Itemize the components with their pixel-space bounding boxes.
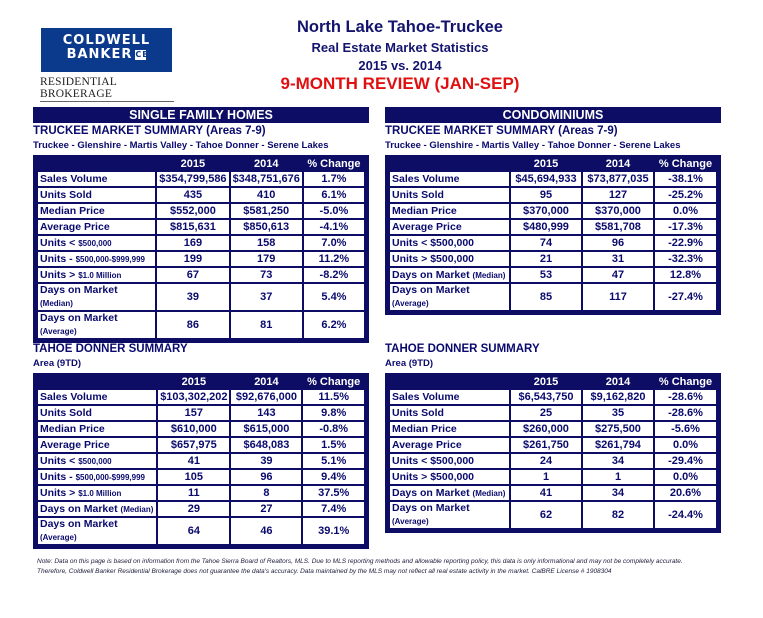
value-change: -8.2% bbox=[303, 267, 365, 283]
summary-title: TAHOE DONNER SUMMARY bbox=[385, 343, 540, 355]
value-2014: 82 bbox=[582, 501, 654, 529]
row-label-text: Average Price bbox=[40, 438, 110, 451]
row-label-qualifier: (Average) bbox=[40, 533, 77, 542]
col-header-change: % Change bbox=[307, 376, 361, 388]
table-row bbox=[389, 405, 717, 421]
table-row bbox=[37, 283, 365, 311]
table-row bbox=[389, 501, 717, 529]
value-2014: 73 bbox=[230, 267, 303, 283]
value-change: -28.6% bbox=[654, 405, 717, 421]
value-2014: 27 bbox=[230, 501, 302, 517]
value-2015: 29 bbox=[157, 501, 230, 517]
value-2015: $260,000 bbox=[510, 421, 582, 437]
row-label-qualifier: (Median) bbox=[472, 270, 506, 280]
period-label: 9-MONTH REVIEW (JAN-SEP) bbox=[280, 74, 520, 93]
col-header-2014: 2014 bbox=[253, 158, 279, 170]
row-label-text: Days on Market bbox=[392, 284, 470, 296]
row-label-text: Average Price bbox=[392, 438, 462, 451]
row-label bbox=[37, 453, 157, 469]
row-label-text: Units Sold bbox=[40, 406, 92, 419]
value-2014: $615,000 bbox=[230, 421, 302, 437]
single-family-section-tahoe-donner bbox=[33, 341, 369, 549]
value-2014: 46 bbox=[230, 517, 302, 545]
page-subtitle: Real Estate Market Statistics bbox=[311, 40, 489, 55]
row-label-text: Units > $500,000 bbox=[392, 252, 475, 265]
value-2015: $480,999 bbox=[510, 219, 582, 235]
row-label bbox=[37, 283, 156, 311]
comparison-label: 2015 vs. 2014 bbox=[358, 58, 442, 73]
row-label bbox=[37, 405, 157, 421]
value-change: -5.6% bbox=[654, 421, 717, 437]
row-label bbox=[389, 283, 510, 311]
row-label bbox=[37, 311, 156, 339]
value-change: -4.1% bbox=[303, 219, 365, 235]
value-change: 1.7% bbox=[303, 171, 365, 187]
row-label-qualifier: (Average) bbox=[40, 327, 77, 336]
row-label-text: Median Price bbox=[392, 204, 457, 217]
logo-line1: COLDWELL bbox=[62, 33, 151, 48]
value-change: -22.9% bbox=[654, 235, 717, 251]
table-row bbox=[37, 469, 365, 485]
summary-subtitle: Truckee - Glenshire - Martis Valley - Tahoe Donner - Serene Lakes bbox=[33, 140, 329, 151]
row-label-text: Sales Volume bbox=[392, 172, 460, 185]
col-header-2015: 2015 bbox=[181, 376, 207, 388]
value-2015: 41 bbox=[510, 485, 582, 501]
value-2014: 127 bbox=[582, 187, 654, 203]
row-label-text: Units < $500,000 bbox=[392, 454, 475, 467]
value-2014: $648,083 bbox=[230, 437, 302, 453]
row-label bbox=[37, 203, 156, 219]
row-label-text: Units < $500,000 bbox=[392, 236, 475, 249]
logo-line2 bbox=[41, 48, 172, 62]
value-2014: 96 bbox=[230, 469, 302, 485]
row-label-text: Days on Market bbox=[392, 268, 473, 281]
table-row bbox=[37, 267, 365, 283]
value-2014: $850,613 bbox=[230, 219, 303, 235]
value-change: 12.8% bbox=[654, 267, 717, 283]
col-header-label bbox=[37, 375, 157, 389]
coldwell-banker-logo bbox=[41, 28, 172, 72]
row-label-text: Units - bbox=[40, 252, 76, 265]
value-2015: 85 bbox=[510, 283, 582, 311]
row-label bbox=[389, 485, 510, 501]
cb-mark-icon: CB bbox=[135, 49, 150, 59]
value-change: -28.6% bbox=[654, 389, 717, 405]
col-header-2014: 2014 bbox=[605, 158, 631, 170]
row-label-qualifier: $500,000-$999,999 bbox=[75, 254, 145, 264]
row-label-qualifier: $500,000 bbox=[78, 238, 112, 248]
row-label bbox=[37, 171, 156, 187]
value-2015: $354,799,586 bbox=[156, 171, 229, 187]
value-change: 9.8% bbox=[302, 405, 365, 421]
page-title: North Lake Tahoe-Truckee bbox=[296, 18, 503, 36]
row-label-text: Sales Volume bbox=[40, 390, 108, 403]
row-label bbox=[389, 421, 510, 437]
value-2014: 410 bbox=[230, 187, 303, 203]
value-2014: $370,000 bbox=[582, 203, 654, 219]
value-change: 7.0% bbox=[303, 235, 365, 251]
row-label bbox=[37, 469, 157, 485]
value-2015: 199 bbox=[156, 251, 229, 267]
row-label-text: Units < bbox=[40, 236, 79, 249]
row-label bbox=[37, 187, 156, 203]
row-label-text: Days on Market bbox=[40, 284, 118, 296]
footnote bbox=[37, 557, 737, 577]
value-2014: 47 bbox=[582, 267, 654, 283]
row-label-text: Average Price bbox=[392, 220, 462, 233]
table-row bbox=[389, 171, 717, 187]
table-row bbox=[389, 485, 717, 501]
value-2015: $6,543,750 bbox=[510, 389, 582, 405]
summary-title-text: TRUCKEE MARKET SUMMARY bbox=[385, 125, 555, 137]
row-label-text: Units Sold bbox=[392, 406, 444, 419]
stats-table bbox=[33, 373, 369, 549]
table-row bbox=[389, 203, 717, 219]
col-header-2015: 2015 bbox=[533, 158, 559, 170]
footnote-line1: Note: Data on this page is based on information from the Tahoe Sierra Board of Realtors, MLS. Due to MLS reporting methods and allowable reporting policy, this data is only informational and may not be completely accurate. bbox=[37, 558, 683, 565]
row-label-text: Units > bbox=[40, 486, 79, 499]
table-row bbox=[389, 283, 717, 311]
value-2014: 143 bbox=[230, 405, 302, 421]
row-label-text: Units > $500,000 bbox=[392, 470, 475, 483]
value-2015: 41 bbox=[157, 453, 230, 469]
row-label-qualifier: (Median) bbox=[40, 299, 73, 308]
row-label bbox=[389, 389, 510, 405]
summary-title-text: TRUCKEE MARKET SUMMARY bbox=[33, 125, 203, 137]
table-row bbox=[37, 517, 365, 545]
value-2014: $9,162,820 bbox=[582, 389, 654, 405]
value-2015: 62 bbox=[510, 501, 582, 529]
col-header-2015: 2015 bbox=[180, 158, 206, 170]
value-2015: 21 bbox=[510, 251, 582, 267]
value-change: 9.4% bbox=[302, 469, 365, 485]
value-2015: 25 bbox=[510, 405, 582, 421]
value-change: 7.4% bbox=[302, 501, 365, 517]
summary-title-suffix: (Areas 7-9) bbox=[202, 125, 266, 137]
row-label bbox=[389, 267, 510, 283]
logo-line2-text: BANKER bbox=[66, 47, 133, 62]
value-2014: 34 bbox=[582, 453, 654, 469]
row-label bbox=[389, 469, 510, 485]
table-row bbox=[389, 235, 717, 251]
value-2014: $581,250 bbox=[230, 203, 303, 219]
value-2015: 1 bbox=[510, 469, 582, 485]
table-row bbox=[37, 311, 365, 339]
table-header-row bbox=[389, 157, 717, 171]
row-label-text: Units Sold bbox=[392, 188, 444, 201]
table-row bbox=[389, 421, 717, 437]
row-label bbox=[37, 219, 156, 235]
value-2015: $370,000 bbox=[510, 203, 582, 219]
value-change: -25.2% bbox=[654, 187, 717, 203]
value-2014: $348,751,676 bbox=[230, 171, 303, 187]
condominiums-section-truckee bbox=[385, 107, 721, 315]
stats-table bbox=[385, 155, 721, 315]
value-2015: 53 bbox=[510, 267, 582, 283]
value-change: -32.3% bbox=[654, 251, 717, 267]
stats-table bbox=[385, 373, 721, 533]
row-label bbox=[389, 501, 510, 529]
row-label-text: Median Price bbox=[40, 422, 105, 435]
row-label bbox=[37, 517, 157, 545]
value-2014: 158 bbox=[230, 235, 303, 251]
value-change: 0.0% bbox=[654, 203, 717, 219]
row-label-text: Units < bbox=[40, 454, 79, 467]
value-change: 5.4% bbox=[303, 283, 365, 311]
table-row bbox=[37, 453, 365, 469]
table-row bbox=[389, 437, 717, 453]
value-2014: 179 bbox=[230, 251, 303, 267]
row-label bbox=[389, 235, 510, 251]
row-label bbox=[389, 453, 510, 469]
row-label bbox=[389, 187, 510, 203]
summary-subtitle: Area (9TD) bbox=[385, 358, 434, 369]
summary-title: TAHOE DONNER SUMMARY bbox=[33, 343, 188, 355]
summary-title-suffix: (Areas 7-9) bbox=[554, 125, 618, 137]
table-row bbox=[389, 267, 717, 283]
value-change: -5.0% bbox=[303, 203, 365, 219]
col-header-2014: 2014 bbox=[254, 376, 279, 388]
table-row bbox=[389, 251, 717, 267]
value-change: 6.1% bbox=[303, 187, 365, 203]
table-row bbox=[37, 203, 365, 219]
row-label-text: Days on Market bbox=[392, 502, 470, 514]
value-2014: $73,877,035 bbox=[582, 171, 654, 187]
value-2014: 37 bbox=[230, 283, 303, 311]
value-change: -38.1% bbox=[654, 171, 717, 187]
value-2014: $92,676,000 bbox=[230, 389, 302, 405]
value-change: 6.2% bbox=[303, 311, 365, 339]
row-label-qualifier: $500,000-$999,999 bbox=[75, 472, 145, 482]
row-label bbox=[37, 267, 156, 283]
value-2014: 96 bbox=[582, 235, 654, 251]
table-header-row bbox=[37, 375, 365, 389]
col-header-label bbox=[389, 375, 510, 389]
table-row bbox=[37, 501, 365, 517]
value-2015: 24 bbox=[510, 453, 582, 469]
value-2015: $657,975 bbox=[157, 437, 230, 453]
row-label bbox=[37, 251, 156, 267]
table-row bbox=[37, 251, 365, 267]
col-header-change: % Change bbox=[307, 158, 361, 170]
row-label-qualifier: (Median) bbox=[472, 488, 506, 498]
value-2014: $261,794 bbox=[582, 437, 654, 453]
value-change: 0.0% bbox=[654, 437, 717, 453]
category-bar: CONDOMINIUMS bbox=[385, 107, 721, 123]
row-label-qualifier: $500,000 bbox=[78, 456, 112, 466]
row-label-qualifier: (Average) bbox=[392, 517, 429, 526]
row-label-qualifier: (Median) bbox=[120, 504, 154, 514]
row-label-text: Average Price bbox=[40, 220, 110, 233]
row-label-text: Median Price bbox=[392, 422, 457, 435]
summary-subtitle: Truckee - Glenshire - Martis Valley - Tahoe Donner - Serene Lakes bbox=[385, 140, 681, 151]
value-change: -27.4% bbox=[654, 283, 717, 311]
value-2014: 117 bbox=[582, 283, 654, 311]
table-row bbox=[37, 187, 365, 203]
report-titles bbox=[250, 14, 550, 94]
value-change: 39.1% bbox=[302, 517, 365, 545]
value-2015: $103,302,202 bbox=[157, 389, 230, 405]
table-row bbox=[389, 469, 717, 485]
value-2014: 81 bbox=[230, 311, 303, 339]
table-header-row bbox=[389, 375, 717, 389]
row-label bbox=[389, 405, 510, 421]
value-2014: 35 bbox=[582, 405, 654, 421]
value-change: -0.8% bbox=[302, 421, 365, 437]
summary-subtitle: Area (9TD) bbox=[33, 358, 82, 369]
value-change: 11.2% bbox=[303, 251, 365, 267]
value-2014: 39 bbox=[230, 453, 302, 469]
row-label bbox=[389, 251, 510, 267]
condominiums-section-tahoe-donner bbox=[385, 341, 721, 533]
value-2015: 157 bbox=[157, 405, 230, 421]
table-row bbox=[37, 171, 365, 187]
value-2015: 39 bbox=[156, 283, 229, 311]
value-2015: 95 bbox=[510, 187, 582, 203]
value-2015: 435 bbox=[156, 187, 229, 203]
table-row bbox=[37, 219, 365, 235]
stats-table bbox=[33, 155, 369, 343]
value-2015: $815,631 bbox=[156, 219, 229, 235]
row-label bbox=[389, 437, 510, 453]
table-row bbox=[37, 405, 365, 421]
value-2015: 64 bbox=[157, 517, 230, 545]
row-label-text: Days on Market bbox=[40, 518, 118, 530]
value-2015: $610,000 bbox=[157, 421, 230, 437]
value-2015: $45,694,933 bbox=[510, 171, 582, 187]
table-row bbox=[37, 437, 365, 453]
value-change: 37.5% bbox=[302, 485, 365, 501]
value-2014: 8 bbox=[230, 485, 302, 501]
table-row bbox=[389, 219, 717, 235]
row-label-qualifier: $1.0 Million bbox=[78, 270, 122, 280]
table-header-row bbox=[37, 157, 365, 171]
value-2015: 86 bbox=[156, 311, 229, 339]
value-2014: 1 bbox=[582, 469, 654, 485]
value-change: 1.5% bbox=[302, 437, 365, 453]
row-label bbox=[389, 219, 510, 235]
value-2015: 11 bbox=[157, 485, 230, 501]
table-row bbox=[37, 421, 365, 437]
value-2015: 74 bbox=[510, 235, 582, 251]
col-header-2015: 2015 bbox=[533, 376, 559, 388]
col-header-label bbox=[389, 157, 510, 171]
value-2014: 34 bbox=[582, 485, 654, 501]
table-row bbox=[389, 187, 717, 203]
row-label bbox=[37, 421, 157, 437]
row-label-text: Units > bbox=[40, 268, 79, 281]
value-2015: $552,000 bbox=[156, 203, 229, 219]
row-label-text: Days on Market bbox=[40, 502, 121, 515]
row-label-text: Sales Volume bbox=[40, 172, 108, 185]
value-change: 20.6% bbox=[654, 485, 717, 501]
row-label-text: Days on Market bbox=[40, 312, 118, 324]
row-label bbox=[37, 437, 157, 453]
value-2015: 169 bbox=[156, 235, 229, 251]
single-family-section-truckee bbox=[33, 107, 369, 343]
summary-title bbox=[385, 124, 721, 139]
footnote-line2: Therefore, Coldwell Banker Residential Brokerage does not guarantee the data's accuracy. Data maintained by the MLS may not reflect all real estate activity in the market. CalBRE License # 1908304 bbox=[37, 568, 612, 575]
row-label bbox=[37, 389, 157, 405]
value-2015: 67 bbox=[156, 267, 229, 283]
value-2014: $275,500 bbox=[582, 421, 654, 437]
row-label-text: Sales Volume bbox=[392, 390, 460, 403]
value-change: 5.1% bbox=[302, 453, 365, 469]
col-header-change: % Change bbox=[658, 158, 713, 170]
row-label bbox=[37, 235, 156, 251]
row-label bbox=[389, 171, 510, 187]
value-change: -24.4% bbox=[654, 501, 717, 529]
value-2014: $581,708 bbox=[582, 219, 654, 235]
row-label-text: Days on Market bbox=[392, 486, 473, 499]
table-row bbox=[389, 453, 717, 469]
value-2015: $261,750 bbox=[510, 437, 582, 453]
table-row bbox=[37, 235, 365, 251]
value-change: -17.3% bbox=[654, 219, 717, 235]
row-label-text: Median Price bbox=[40, 204, 105, 217]
table-row bbox=[37, 485, 365, 501]
row-label-qualifier: $1.0 Million bbox=[78, 488, 122, 498]
row-label bbox=[37, 485, 157, 501]
value-2015: 105 bbox=[157, 469, 230, 485]
table-row bbox=[389, 389, 717, 405]
col-header-label bbox=[37, 157, 156, 171]
row-label-text: Units - bbox=[40, 470, 76, 483]
value-change: -29.4% bbox=[654, 453, 717, 469]
table-row bbox=[37, 389, 365, 405]
category-bar: SINGLE FAMILY HOMES bbox=[33, 107, 369, 123]
col-header-2014: 2014 bbox=[605, 376, 631, 388]
value-change: 11.5% bbox=[302, 389, 365, 405]
row-label bbox=[389, 203, 510, 219]
summary-title bbox=[33, 124, 369, 139]
value-change: 0.0% bbox=[654, 469, 717, 485]
row-label-qualifier: (Average) bbox=[392, 299, 429, 308]
col-header-change: % Change bbox=[658, 376, 713, 388]
value-2014: 31 bbox=[582, 251, 654, 267]
row-label bbox=[37, 501, 157, 517]
logo-subtitle: RESIDENTIAL BROKERAGE bbox=[40, 76, 174, 102]
row-label-text: Units Sold bbox=[40, 188, 92, 201]
